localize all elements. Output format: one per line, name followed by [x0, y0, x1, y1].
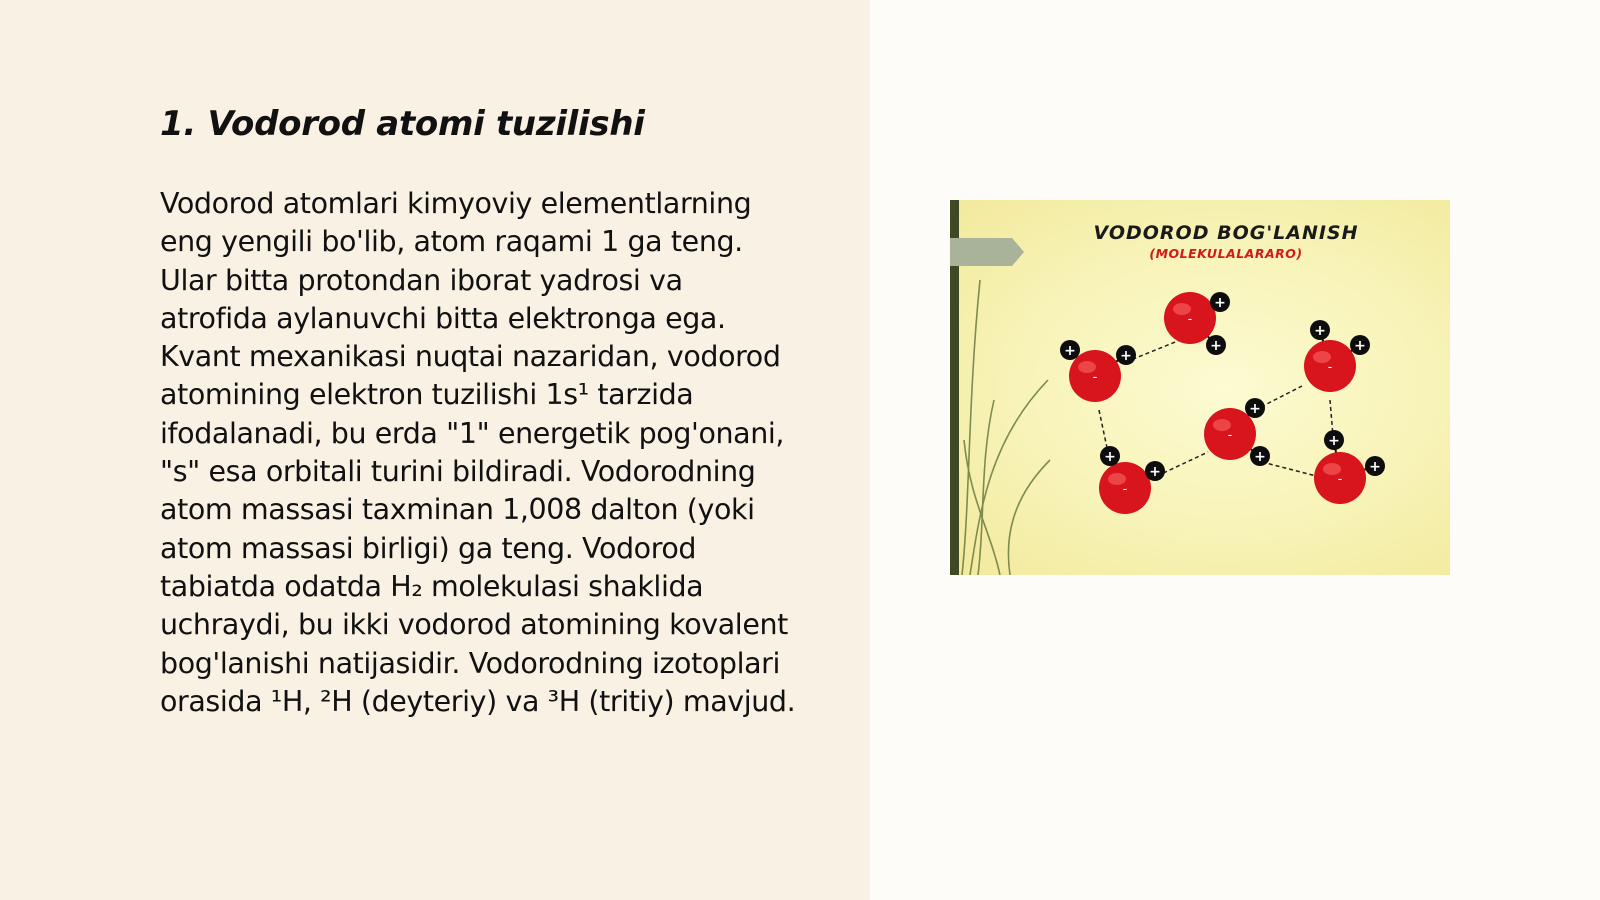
body-line: ifodalanadi, bu erda "1" energetik pog'onani, — [160, 416, 785, 450]
body-line: "s" esa orbitali turini bildiradi. Vodorodning — [160, 455, 756, 489]
body-line: atomining elektron tuzilishi 1s¹ tarzida — [160, 378, 694, 412]
figure-title-block — [950, 222, 1450, 261]
hydrogen-sign: + — [1249, 401, 1261, 417]
water-molecule — [1164, 292, 1230, 355]
body-line: Kvant mexanikasi nuqtai nazaridan, vodorod — [160, 340, 781, 374]
grass-decoration — [962, 280, 1050, 575]
oxygen-sign: - — [1122, 482, 1128, 497]
hydrogen-sign: + — [1328, 433, 1340, 449]
body-line: tabiatda odatda H₂ molekulasi shaklida — [160, 569, 704, 603]
figure-subtitle: (MOLEKULALARARO) — [1149, 246, 1303, 261]
hydrogen-sign: + — [1254, 449, 1266, 465]
water-molecule — [1099, 446, 1165, 514]
water-molecule — [1204, 398, 1270, 466]
body-line: Ular bitta protondan iborat yadrosi va — [160, 263, 683, 297]
body-line: atrofida aylanuvchi bitta elektronga ega. — [160, 301, 726, 335]
water-molecule — [1314, 430, 1385, 504]
oxygen-sign: - — [1092, 370, 1098, 385]
hydrogen-sign: + — [1369, 459, 1381, 475]
water-molecules — [1060, 292, 1385, 514]
hydrogen-sign: + — [1314, 323, 1326, 339]
body-line: uchraydi, bu ikki vodorod atomining kovalent — [160, 608, 788, 642]
oxygen-sign: - — [1337, 472, 1343, 487]
figure-title: VODOROD BOG'LANISH — [1093, 222, 1359, 244]
body-line: orasida ¹H, ²H (deyteriy) va ³H (tritiy) mavjud. — [160, 684, 796, 718]
water-molecule — [1304, 320, 1370, 392]
hydrogen-bond-figure — [950, 200, 1450, 575]
hydrogen-sign: + — [1149, 464, 1161, 480]
hydrogen-sign: + — [1120, 348, 1132, 364]
hydrogen-sign: + — [1210, 338, 1222, 354]
hydrogen-sign: + — [1064, 343, 1076, 359]
slide-body-text — [160, 185, 850, 721]
body-line: eng yengili bo'lib, atom raqami 1 ga teng. — [160, 225, 743, 259]
oxygen-sign: - — [1327, 360, 1333, 375]
body-line: atom massasi taxminan 1,008 dalton (yoki — [160, 493, 755, 527]
oxygen-sign: - — [1187, 312, 1193, 327]
body-line: atom massasi birligi) ga teng. Vodorod — [160, 531, 697, 565]
slide-title: 1. Vodorod atomi tuzilishi — [160, 104, 645, 144]
oxygen-sign: - — [1227, 428, 1233, 443]
water-molecule — [1060, 340, 1136, 402]
body-line: bog'lanishi natijasidir. Vodorodning izotoplari — [160, 646, 781, 680]
body-line: Vodorod atomlari kimyoviy elementlarning — [160, 187, 752, 220]
hydrogen-sign: + — [1104, 449, 1116, 465]
hydrogen-sign: + — [1354, 338, 1366, 354]
hydrogen-sign: + — [1214, 295, 1226, 311]
